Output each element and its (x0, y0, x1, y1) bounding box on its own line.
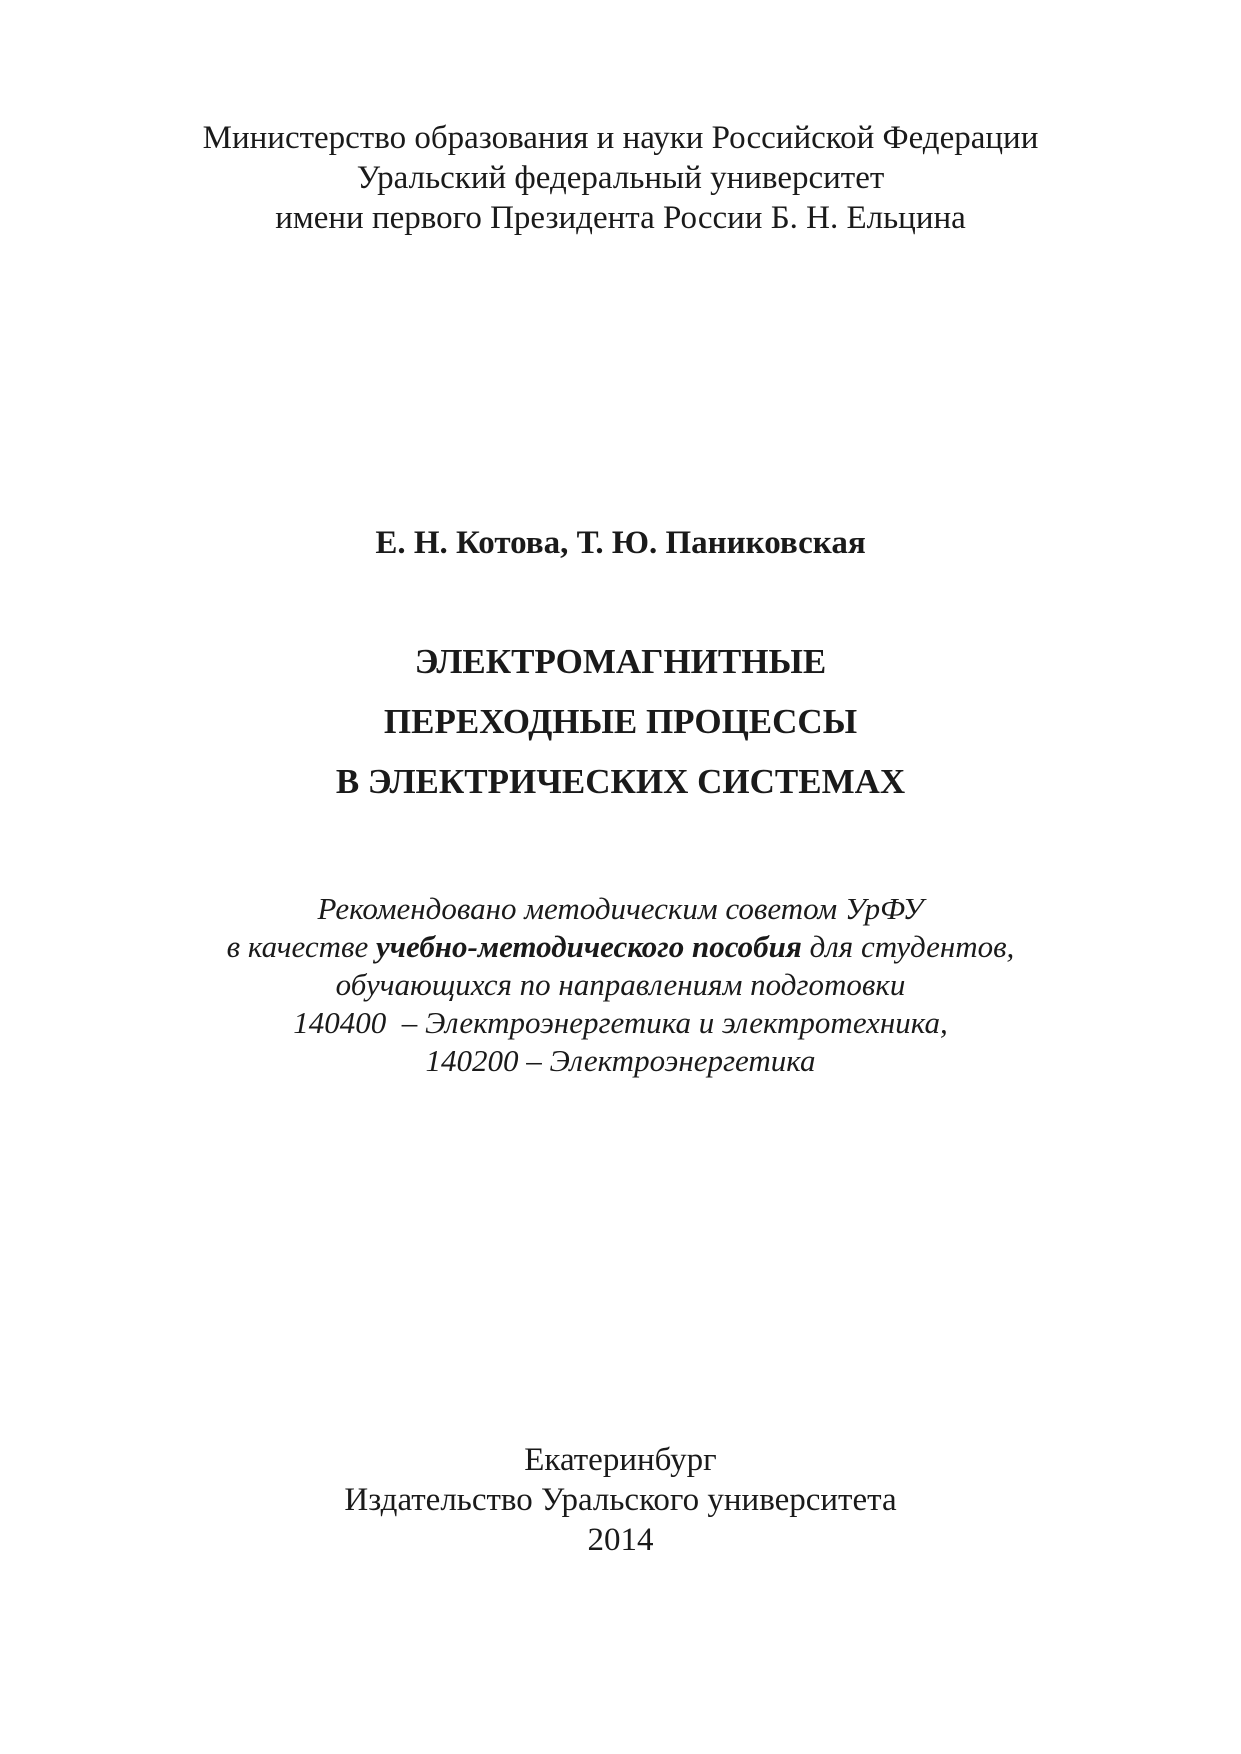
university-line: Уральский федеральный университет (356, 160, 885, 196)
title-line-1: ЭЛЕКТРОМАГНИТНЫЕ (414, 642, 827, 681)
imprint-year: 2014 (587, 1522, 654, 1558)
recommendation-note (0, 890, 1241, 1080)
title-line-2: ПЕРЕХОДНЫЕ ПРОЦЕССЫ (383, 702, 858, 741)
organization-header (0, 118, 1241, 238)
title-line-3: В ЭЛЕКТРИЧЕСКИХ СИСТЕМАХ (335, 762, 906, 801)
recommendation-line-4: 140400 – Электроэнергетика и электротехника, (293, 1005, 948, 1040)
book-title (0, 632, 1241, 812)
imprint-publisher: Издательство Уральского университета (344, 1482, 897, 1518)
recommendation-line-1: Рекомендовано методическим советом УрФУ (317, 891, 924, 926)
authors (0, 523, 1241, 563)
imprint-city: Екатеринбург (524, 1442, 717, 1478)
university-name-line: имени первого Президента России Б. Н. Ельцина (275, 200, 966, 236)
imprint (0, 1440, 1241, 1560)
recommendation-line-2 (0, 928, 1241, 966)
recommendation-line-3: обучающихся по направлениям подготовки (335, 967, 906, 1002)
recommendation-line-2-before: в качестве (226, 929, 376, 964)
recommendation-line-2-emphasis: учебно-методического пособия (375, 929, 802, 964)
recommendation-line-5: 140200 – Электроэнергетика (425, 1043, 816, 1078)
ministry-line: Министерство образования и науки Российской Федерации (202, 120, 1039, 156)
recommendation-line-2-after: для студентов, (801, 929, 1015, 964)
authors-line: Е. Н. Котова, Т. Ю. Паниковская (375, 525, 866, 561)
